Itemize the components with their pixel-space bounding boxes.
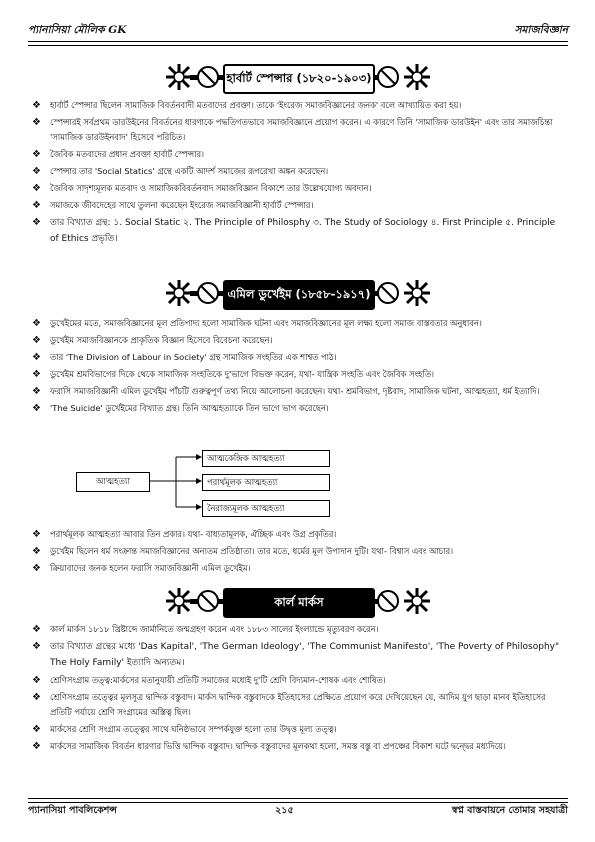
list-item: ❖ জৈবিক সাদৃশ্যমূলক মতবাদ ও সামাজিকবিবর্তনবাদ সমাজবিজ্ঞান বিকাশে তার উল্লেখযোগ্য অবদান। [32,183,372,194]
list-item: ❖ ডুর্খেইম ছিলেন ধর্ম সংক্রান্ত সমাজবিজ্ঞানের অন্যতম প্রতিষ্ঠাতা। তার মতে, ধর্মের মূল উপাদান দুটি। যথা- বিশ্বাস এবং আচার। [32,546,454,557]
sunburst-icon [403,63,431,91]
no-symbol-icon [197,282,219,304]
list-item: ❖ মার্কসের শ্রেণি সংগ্রাম তত্ত্বের সাথে ঘনিষ্ঠভাবে সম্পর্কযুক্ত হলো তার উদ্বৃত্ত মূল্য তত্ত্ব। [32,724,337,735]
list-item: ❖ শ্রেণিসংগ্রাম তত্ত্ব:মার্কসের মতানুযায়ী প্রতিটি সমাজের মধ্যেই দু'টি শ্রেণি বিদ্যমান-শোষক এবং শোষিত। [32,675,386,686]
no-symbol-icon [377,66,399,88]
diamond-bullet-icon: ❖ [32,369,41,380]
diagram-root: আত্মহত্যা [76,472,150,492]
list-item: ❖ ডুর্খেইম সমাজবিজ্ঞানকে প্রাকৃতিক বিজ্ঞান হিসেবে বিবেচনা করেছেন। [32,335,273,346]
diamond-bullet-icon: ❖ [32,217,41,228]
diamond-bullet-icon: ❖ [32,386,41,397]
footer-publisher: প্যানাসিয়া পাবলিকেশন্স [28,805,117,816]
list-item: ❖ শ্রেণিসংগ্রাম তত্ত্বের মূলসূত্র দ্বান্দিক বস্তুবাদ। মার্কস দ্বান্দিক বস্তুবাদকে ইতিহাসের প্রেক্ষিতে প্রয়োগ করে দেখিয়েছেন যে, আদিম যুগ ছাড়া মানব ইতিহাসের প্রতিটি পর্যায়ে শ্রেণি সংগ্রামের অস্তিত্ব ছিল। [32,692,546,717]
no-symbol-icon [377,590,399,612]
sunburst-icon [165,587,193,615]
sunburst-icon [165,279,193,307]
section-banner-spencer [0,62,595,92]
diamond-bullet-icon: ❖ [32,641,41,652]
no-symbol-icon [377,282,399,304]
list-item: ❖ মার্কসের সামাজিক বিবর্তন ধারণার ভিত্তি দ্বান্দিক বস্তুবাদ। দ্বান্দিক বস্তুবাদের মূলকথা হলো, সমস্ত বস্তু বা প্রপঞ্চের বিকাশ ঘটে দ্বন্দ্বের মধ্যদিয়ে। [32,741,506,752]
diamond-bullet-icon: ❖ [32,546,41,557]
list-item: ❖ স্পেন্সারই সর্বপ্রথম ডারউইনের বিবর্তনের ধারণাকে পদ্ধতিগতভাবে সমাজবিজ্ঞানে প্রয়োগ করেন। এ কারণে তিনি 'সামাজিক ডারউইন' এবং তার সমাজচিন্তা 'সামাজিক ডারউইনবাদ' হিসেবে পরিচিত। [32,117,553,142]
diamond-bullet-icon: ❖ [32,100,41,111]
sunburst-icon [165,63,193,91]
page-header [28,18,568,40]
diamond-bullet-icon: ❖ [32,692,41,703]
durkheim-list [32,316,566,418]
diamond-bullet-icon: ❖ [32,624,41,635]
diamond-bullet-icon: ❖ [32,529,41,540]
sunburst-icon [403,587,431,615]
section-title: এমিল ডুর্খেইম (১৮৫৮-১৯১৭) [223,280,375,310]
diamond-bullet-icon: ❖ [32,675,41,686]
sunburst-icon [403,279,431,307]
diamond-bullet-icon: ❖ [32,741,41,752]
page-number: ২১৫ [275,805,294,816]
footer-rule [28,798,568,803]
diamond-bullet-icon: ❖ [32,200,41,211]
diagram-leaf: পরার্থমূলক আত্মহত্যা [202,474,330,491]
no-symbol-icon [197,66,219,88]
diamond-bullet-icon: ❖ [32,352,41,363]
diamond-bullet-icon: ❖ [32,724,41,735]
suicide-types-diagram [76,450,336,520]
diamond-bullet-icon: ❖ [32,117,41,128]
diamond-bullet-icon: ❖ [32,149,41,160]
list-item: ❖ সমাজকে জীবদেহের সাথে তুলনা করেছেন ইংরেজ সমাজবিজ্ঞানী হার্বার্ট স্পেন্সার। [32,200,314,211]
diamond-bullet-icon: ❖ [32,403,41,414]
page-footer [28,804,568,819]
diamond-bullet-icon: ❖ [32,563,41,574]
list-item: ❖ ডুর্খেইম শ্রমবিভাগের দিকে থেকে সামাজিক সংহতিকে দু'ভাগে বিভক্ত করেন, যথা- যান্ত্রিক সংহতি এবং জৈবিক সংহতি। [32,369,434,380]
list-item: ❖ কার্ল মার্কস ১৮১৮ খ্রিষ্টাব্দে জার্মানিতে জন্মগ্রহণ করেন এবং ১৮৮৩ সালের ইংল্যান্ডে মৃত্যুবরণ করেন। [32,624,379,635]
spencer-list [32,98,566,249]
list-item: ❖ জৈবিক মতবাদের প্রধান প্রবক্তা হার্বার্ট স্পেন্সার। [32,149,205,160]
header-chapter-title: সমাজবিজ্ঞান [514,24,568,36]
list-item: ❖ তার বিখ্যাত গ্রন্থ: ১. Social Static ২. The Principle of Philosphy ৩. The Study of Sociology ৪. First Principle ৫. Principle of Ethics প্রভৃতি। [32,217,556,244]
list-item: ❖ 'The Suicide' ডুর্খেইমের বিখ্যাত গ্রন্থ। তিনি আত্মহত্যাকে তিন ভাগে ভাগ করেছেন। [32,403,329,414]
diagram-leaf: আত্মকেন্দ্রিক আত্মহত্যা [202,450,330,467]
marx-list [32,622,566,756]
footer-tagline: স্বপ্ন বাস্তবায়নে তোমার সহযাত্রী [451,805,568,816]
diagram-leaf: নৈরাজ্যমূলক আত্মহত্যা [202,500,330,517]
durkheim-list-continued [32,527,566,578]
section-banner-durkheim [0,278,595,308]
list-item: ❖ পরার্থমূলক আত্মহত্যা আবার তিন প্রকার। যথা- বাধ্যতামূলক, ঐচ্ছিক এবং উগ্র প্রকৃতির। [32,529,337,540]
list-item: ❖ ক্রিয়াবাদের জনক হলেন ফরাসি সমাজবিজ্ঞানী এমিল ডুর্খেইম। [32,563,251,574]
section-title: কার্ল মার্কস [223,588,375,618]
diamond-bullet-icon: ❖ [32,183,41,194]
list-item: ❖ তার বিখ্যাত গ্রন্থের মধ্যে 'Das Kapital', 'The German Ideology', 'The Communist Manifesto', 'The Poverty of Philosophy" The Holy Family' ইত্যাদি অন্যতম। [32,641,560,668]
list-item: ❖ ফরাসি সমাজবিজ্ঞানী এমিল ডুর্খেইম পাঁচটি গুরুত্বপূর্ণ তথ্য নিয়ে আলোচনা করেছেন। যথা- শ্রমবিভাগ, দৃষ্টবাদ, সামাজিক ঘটনা, আত্মহত্যা, ধর্ম ইত্যাদি। [32,386,540,397]
section-title: হার্বার্ট স্পেন্সার (১৮২০-১৯০৩) [223,64,375,94]
list-item: ❖ তার 'The Division of Labour in Society' গ্রন্থ সামাজিক সংহতির এক শাশ্বত পাঠ। [32,352,337,363]
list-item: ❖ ডুর্খেইমের মতে, সমাজবিজ্ঞানের মূল প্রতিপাদ্য হলো সামাজিক ঘটনা এবং সমাজবিজ্ঞানের মূল লক্ষ্য হলো সমাজ বাস্তবতার অনুধাবন। [32,318,482,329]
list-item: ❖ হার্বার্ট স্পেন্সার ছিলেন সামাজিক বিবর্তনবাদী মতবাদের প্রবক্তা। তাকে 'ইংরেজ সমাজবিজ্ঞানের জনক' বলে আখ্যায়িত করা হয়। [32,100,462,111]
list-item: ❖ স্পেন্সার তার 'Social Statics' গ্রন্থে একটি আদর্শ সমাজের রূপরেখা অঙ্কন করেছেন। [32,166,329,177]
header-book-title: প্যানাসিয়া মৌলিক GK [28,24,127,36]
diamond-bullet-icon: ❖ [32,318,41,329]
header-rule [28,41,568,46]
diamond-bullet-icon: ❖ [32,335,41,346]
section-banner-marx [0,586,595,616]
no-symbol-icon [197,590,219,612]
diamond-bullet-icon: ❖ [32,166,41,177]
